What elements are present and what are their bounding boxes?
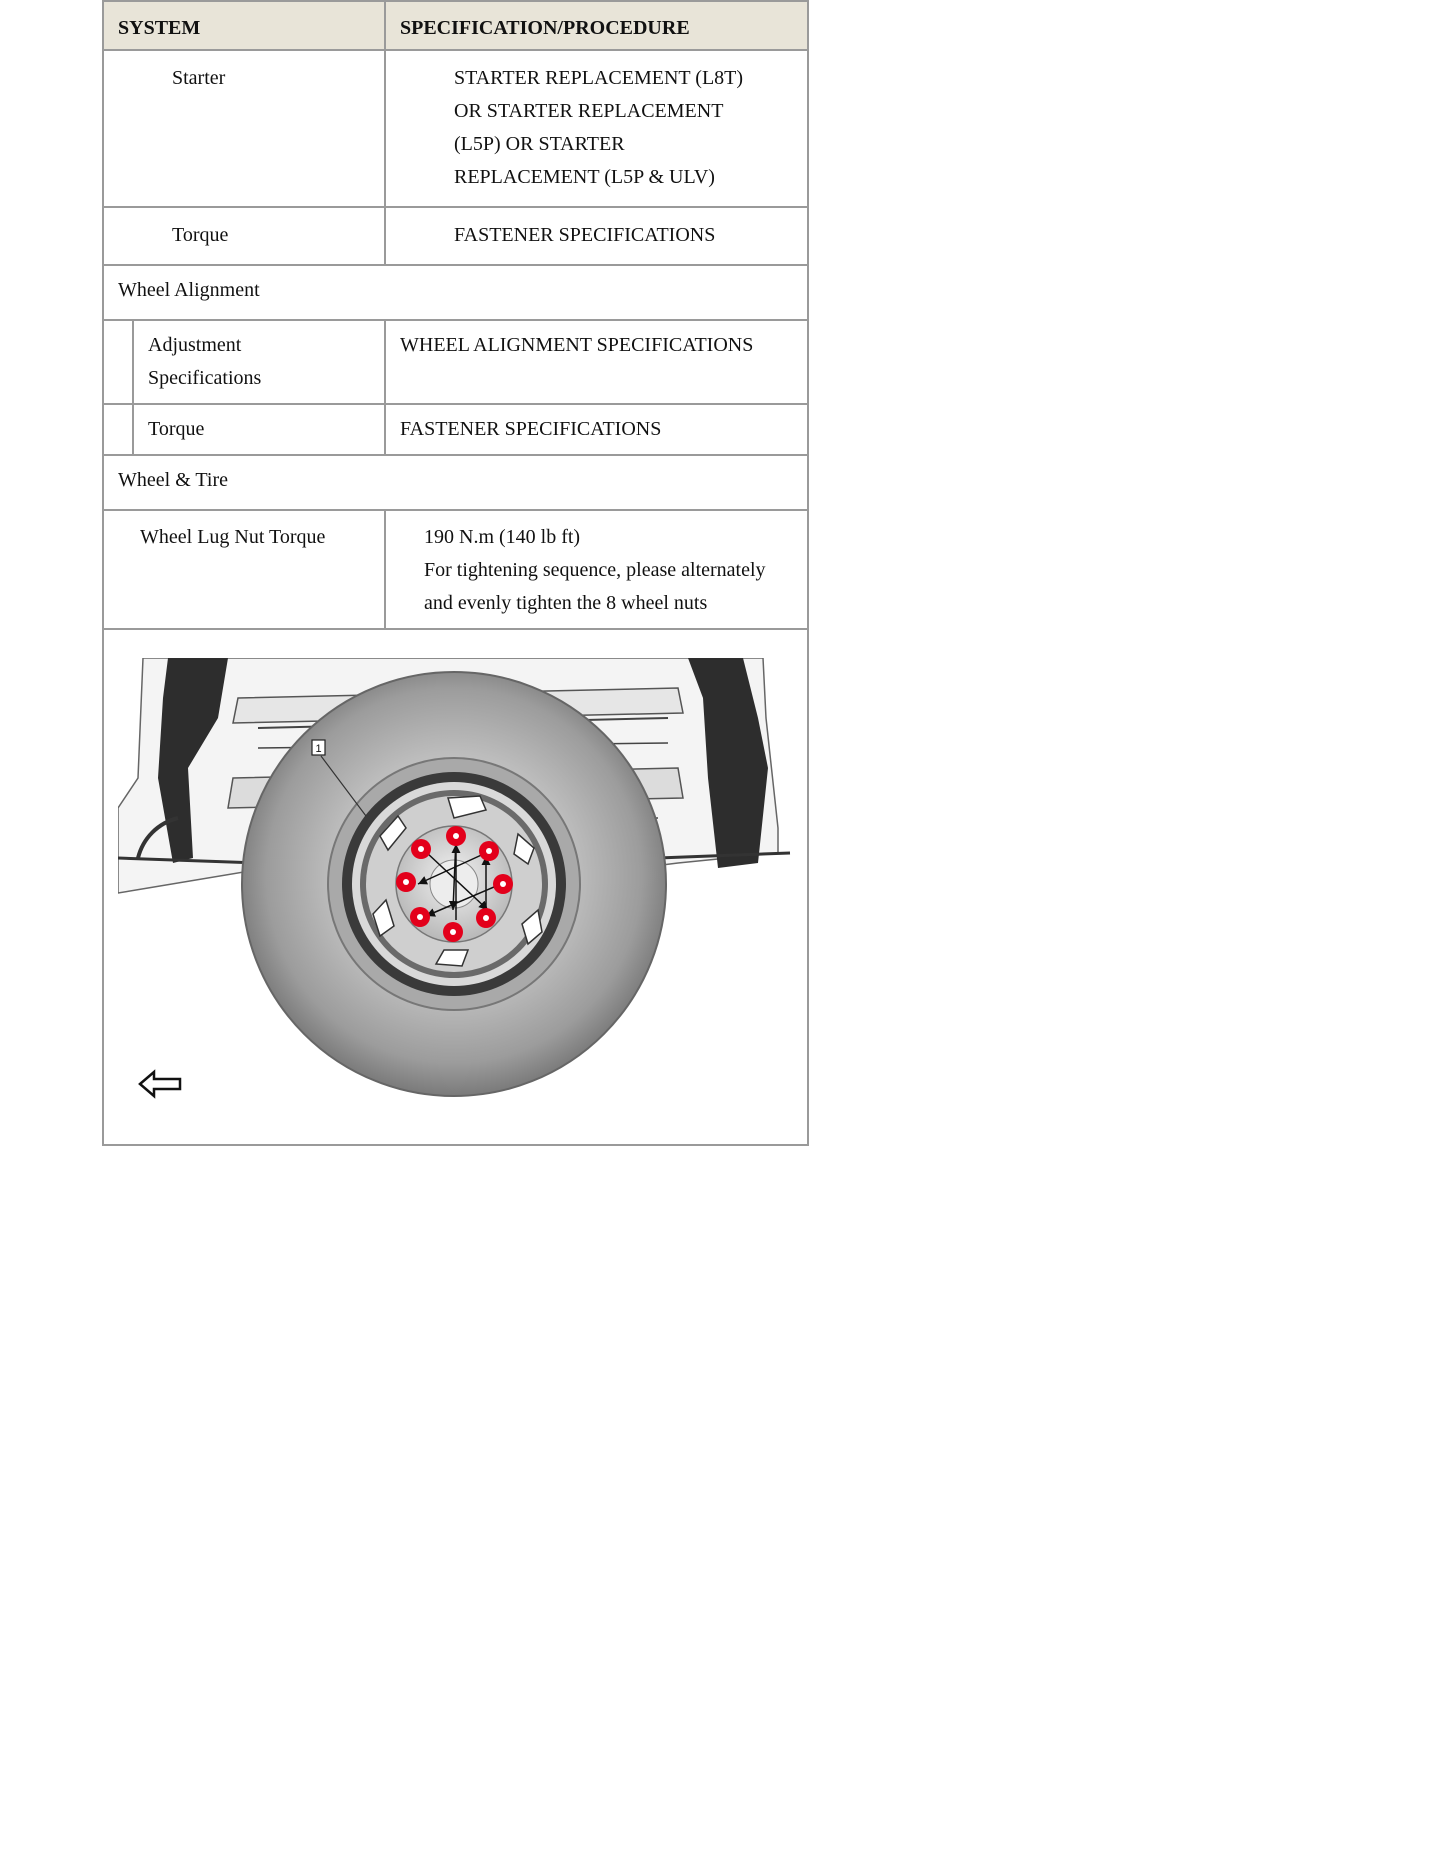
header-system: SYSTEM [103,1,385,50]
lug-nut [410,907,430,927]
lug-nut-torque-value [385,510,808,629]
lug-nut [476,908,496,928]
table-row [103,320,808,404]
starter-torque-value: FASTENER SPECIFICATIONS [385,207,808,265]
starter-procedure-line: OR STARTER REPLACEMENT [454,100,724,122]
section-wheel-alignment: Wheel Alignment [103,265,808,320]
lug-nut [443,922,463,942]
lug-nut-line: 190 N.m (140 lb ft) [424,526,581,548]
lug-nut-line: For tightening sequence, please alternately [424,559,766,581]
lug-nut [446,826,466,846]
figure-cell [103,629,808,1145]
alignment-torque-label: Torque [133,404,385,455]
lug-nut-line: and evenly tighten the 8 wheel nuts [424,592,708,614]
alignment-torque-value: FASTENER SPECIFICATIONS [385,404,808,455]
lug-nut [411,839,431,859]
direction-arrow-left-icon [140,1072,180,1096]
table-row [103,207,808,265]
starter-procedure-line: (L5P) OR STARTER [454,133,625,155]
header-spec-procedure: SPECIFICATION/PROCEDURE [385,1,808,50]
starter-label: Starter [103,50,385,207]
callout-label: 1 [315,743,322,755]
table-header-row [103,1,808,50]
lug-nut [493,874,513,894]
adjustment-label-line: Specifications [148,367,262,389]
table-row [103,404,808,455]
adjustment-label-line: Adjustment [148,334,242,356]
adjustment-label [133,320,385,404]
starter-procedure [385,50,808,207]
starter-procedure-line: REPLACEMENT (L5P & ULV) [454,166,715,188]
table-row [103,510,808,629]
indent-spacer [103,404,133,455]
section-row [103,265,808,320]
lug-nut [479,841,499,861]
spec-table [102,0,809,1146]
starter-procedure-line: STARTER REPLACEMENT (L8T) [454,67,744,89]
adjustment-value: WHEEL ALIGNMENT SPECIFICATIONS [385,320,808,404]
lug-nut-torque-label: Wheel Lug Nut Torque [103,510,385,629]
lug-nut [396,872,416,892]
figure-row [103,629,808,1145]
wheel-illustration [118,658,793,1108]
spec-document [102,0,807,1146]
starter-torque-label: Torque [103,207,385,265]
section-row [103,455,808,510]
table-row [103,50,808,207]
section-wheel-tire: Wheel & Tire [103,455,808,510]
indent-spacer [103,320,133,404]
